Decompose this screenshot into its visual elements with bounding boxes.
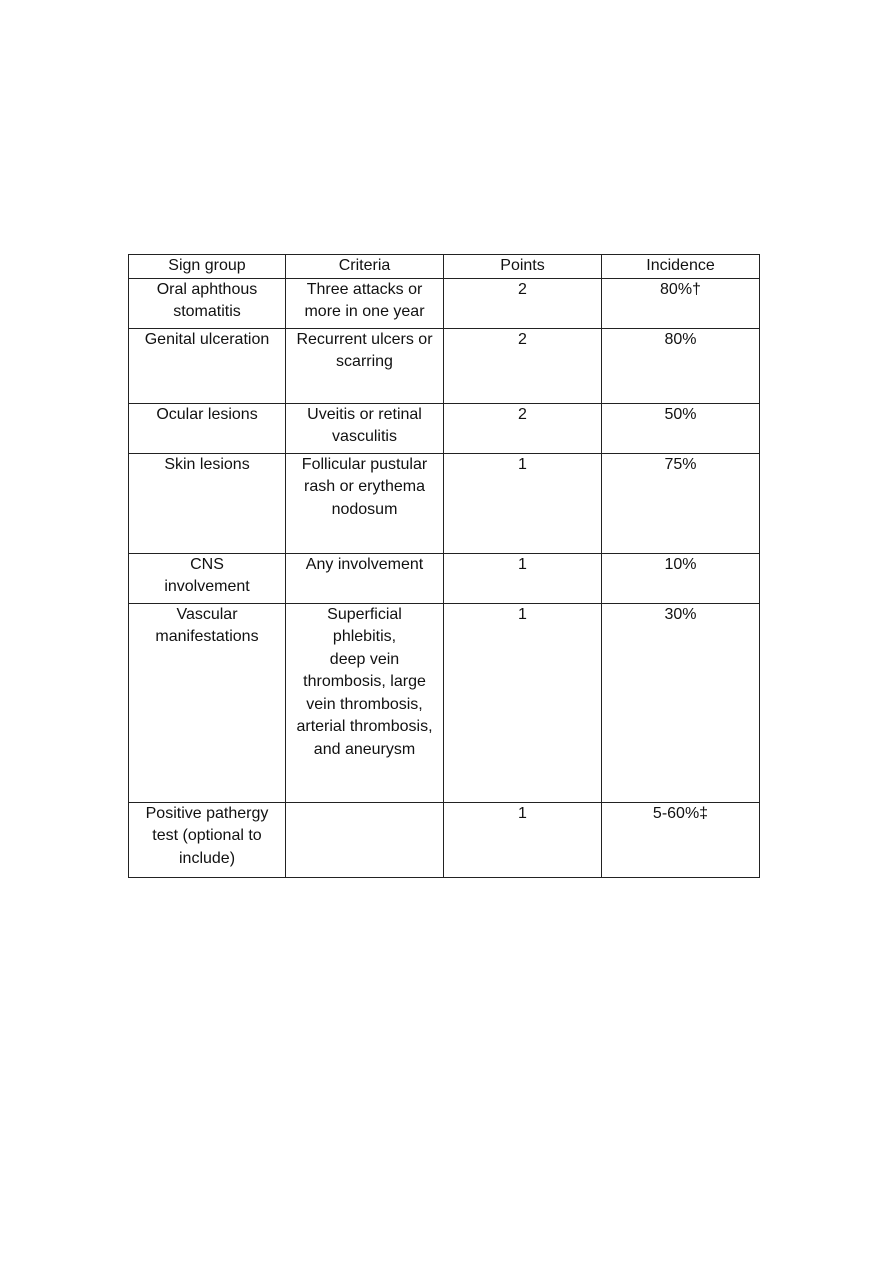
cell-criteria [286,802,444,877]
header-incidence: Incidence [602,255,760,279]
header-points: Points [444,255,602,279]
cell-criteria: Follicular pustular rash or erythema nodosum [286,453,444,553]
table-header-row [129,255,760,279]
cell-points: 2 [444,328,602,403]
cell-points: 1 [444,553,602,603]
cell-sign-group: Ocular lesions [129,403,286,453]
cell-incidence: 30% [602,603,760,802]
cell-sign-group: Genital ulceration [129,328,286,403]
cell-points: 2 [444,278,602,328]
table-row [129,403,760,453]
cell-criteria: Three attacks or more in one year [286,278,444,328]
table-row [129,328,760,403]
table-row [129,603,760,802]
cell-incidence: 75% [602,453,760,553]
cell-sign-group: Oral aphthous stomatitis [129,278,286,328]
cell-incidence: 10% [602,553,760,603]
table-row [129,553,760,603]
cell-incidence: 5-60%‡ [602,802,760,877]
cell-incidence: 80% [602,328,760,403]
header-criteria: Criteria [286,255,444,279]
cell-sign-group: Vascular manifestations [129,603,286,802]
cell-sign-group: Positive pathergy test (optional to include) [129,802,286,877]
cell-criteria: Uveitis or retinal vasculitis [286,403,444,453]
cell-incidence: 80%† [602,278,760,328]
criteria-table [128,254,760,878]
header-sign-group: Sign group [129,255,286,279]
cell-incidence: 50% [602,403,760,453]
cell-points: 2 [444,403,602,453]
cell-sign-group: CNS involvement [129,553,286,603]
table-row [129,453,760,553]
cell-points: 1 [444,802,602,877]
table-row [129,278,760,328]
cell-points: 1 [444,453,602,553]
cell-sign-group: Skin lesions [129,453,286,553]
cell-criteria: Recurrent ulcers or scarring [286,328,444,403]
cell-criteria: Any involvement [286,553,444,603]
cell-criteria: Superficial phlebitis, deep vein thrombosis, large vein thrombosis, arterial thrombosis, and aneurysm [286,603,444,802]
cell-points: 1 [444,603,602,802]
table-row [129,802,760,877]
